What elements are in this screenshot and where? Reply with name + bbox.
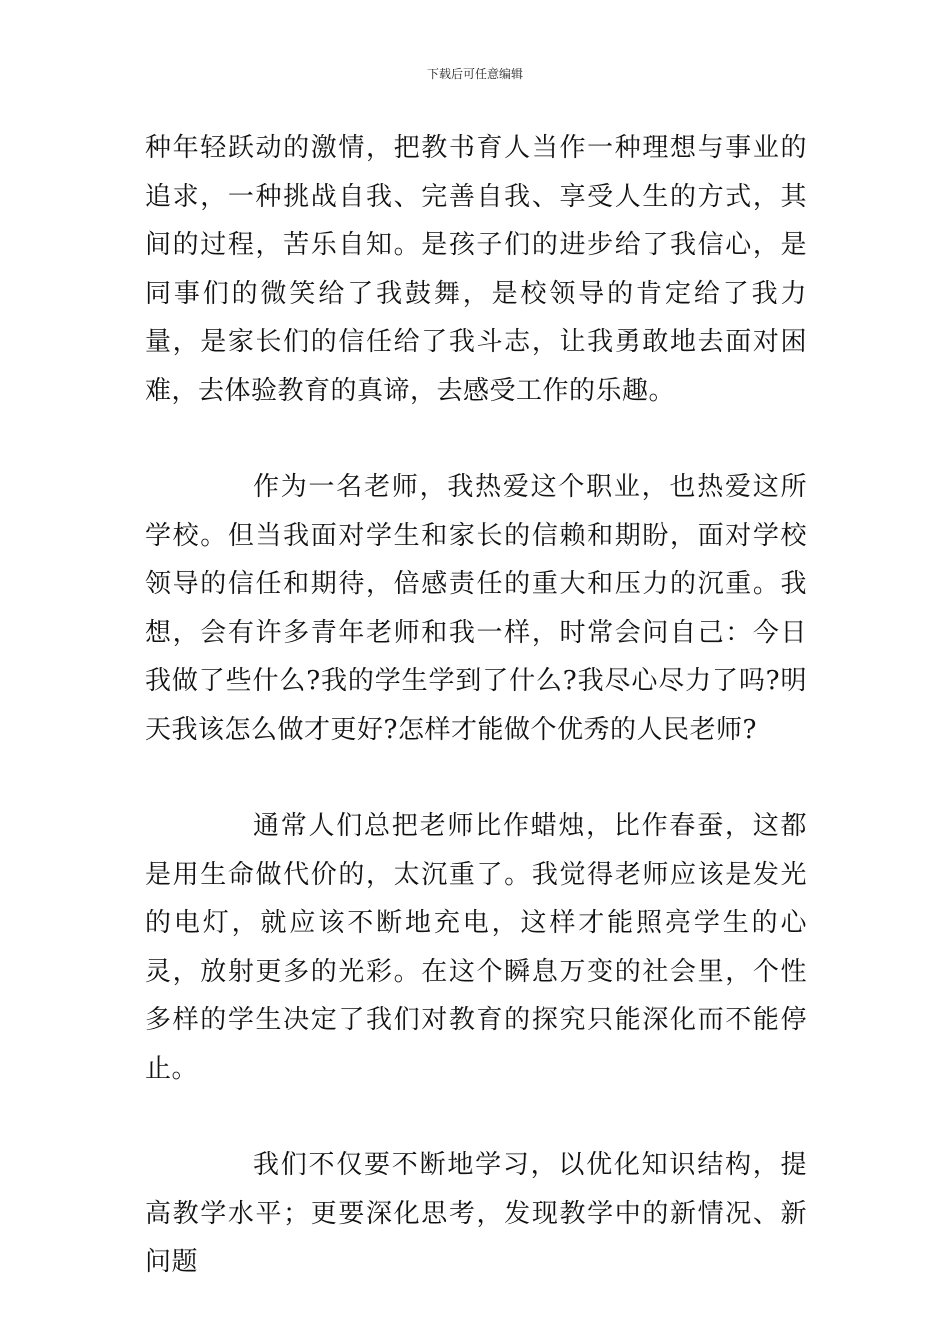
paragraph-4: 我们不仅要不断地学习，以优化知识结构，提高教学水平；更要深化思考，发现教学中的新情况、新问题 [145, 1150, 807, 1277]
paragraph-2: 作为一名老师，我热爱这个职业，也热爱这所学校。但当我面对学生和家长的信赖和期盼，面对学校领导的信任和期待，倍感责任的重大和压力的沉重。我想，会有许多青年老师和我一样，时常会问自己：今日我做了些什么?我的学生学到了什么?我尽心尽力了吗?明天我该怎么做才更好?怎样才能做个优秀的人民老师? [145, 472, 807, 745]
paragraph-3: 通常人们总把老师比作蜡烛，比作春蚕，这都是用生命做代价的，太沉重了。我觉得老师应该是发光的电灯，就应该不断地充电，这样才能照亮学生的心灵，放射更多的光彩。在这个瞬息万变的社会里，个性多样的学生决定了我们对教育的探究只能深化而不能停止。 [145, 811, 807, 1084]
page-header: 下载后可任意编辑 [426, 67, 523, 81]
document-body [145, 124, 807, 1287]
paragraph-1: 种年轻跃动的激情，把教书育人当作一种理想与事业的追求，一种挑战自我、完善自我、享受人生的方式，其间的过程，苦乐自知。是孩子们的进步给了我信心，是同事们的微笑给了我鼓舞，是校领导的肯定给了我力量，是家长们的信任给了我斗志，让我勇敢地去面对困难，去体验教育的真谛，去感受工作的乐趣。 [145, 133, 807, 406]
